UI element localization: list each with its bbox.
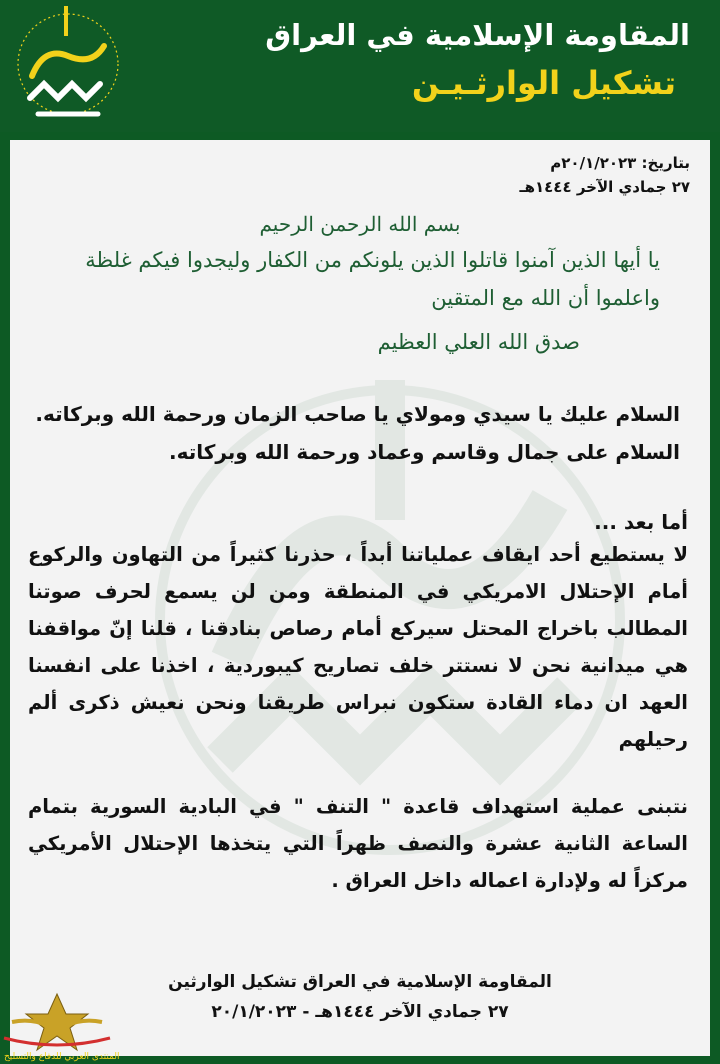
header-subtitle: تشكيل الوارثـيـن (411, 64, 676, 102)
intro-line: أما بعد ... (594, 510, 688, 534)
verse-line-1: يا أيها الذين آمنوا قاتلوا الذين يلونكم من الكفار وليجدوا فيكم غلظة (85, 248, 660, 272)
signature-line-1: المقاومة الإسلامية في العراق تشكيل الوارثين (168, 972, 552, 992)
date-hijri: ٢٧ جمادي الآخر ١٤٤٤هـ (519, 178, 690, 196)
greeting-line-1: السلام عليك يا سيدي ومولاي يا صاحب الزمان ورحمة الله وبركاته. (35, 402, 680, 426)
signature-line-2: ٢٧ جمادي الآخر ١٤٤٤هـ - ٢٠/١/٢٠٢٣ (211, 1002, 509, 1022)
paragraph-1: لا يستطيع أحد ايقاف عملياتنا أبداً ، حذرنا كثيراً من التهاون والركوع أمام الإحتلال الامريكي في المنطقة ومن لن يسمع لحرف صوتنا المطالب باخراج المحتل سيركع أمام رصاص بنادقنا ، قلنا إنّ مواقفنا هي ميدانية نحن لا نستتر خلف تصاريح كيبوردية ، اخذنا على انفسنا العهد ان دماء القادة ستكون نبراس طريقنا ونحن نعيش ذكرى ألم رحيلهم (28, 543, 688, 751)
date-gregorian: بتاريخ: ٢٠/١/٢٠٢٣م (550, 154, 690, 172)
forum-watermark: المنتدى العربي للدفاع والتسليح (4, 1052, 120, 1062)
basmala: بسم الله الرحمن الرحيم (259, 212, 461, 236)
greeting-line-2: السلام على جمال وقاسم وعماد ورحمة الله وبركاته. (168, 440, 680, 464)
header-banner (0, 0, 720, 132)
statement-paper (10, 140, 710, 1056)
header-title: المقاومة الإسلامية في العراق (265, 18, 690, 52)
warithin-logo-icon (14, 6, 122, 126)
verse-line-2: واعلموا أن الله مع المتقين (431, 286, 660, 310)
paragraph-2: نتبنى عملية استهداف قاعدة " التنف " في البادية السورية بتمام الساعة الثانية عشرة والنصف ظهراً التي يتخذها الإحتلال الأمريكي مركزاً له ولإدارة اعماله داخل العراق . (28, 795, 688, 892)
verse-closing: صدق الله العلي العظيم (377, 330, 580, 354)
